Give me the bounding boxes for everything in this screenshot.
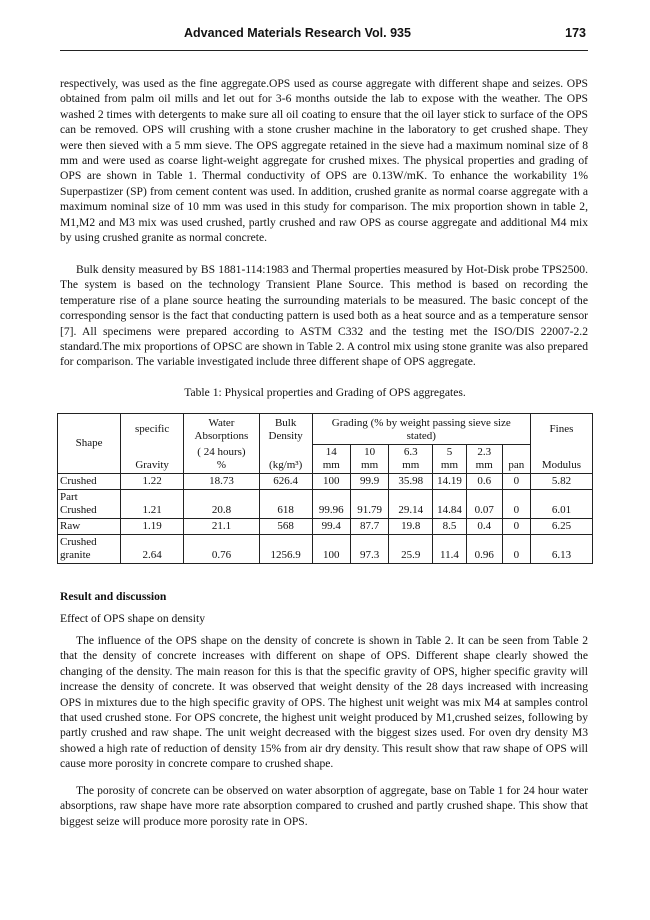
- cell: 21.1: [184, 518, 260, 534]
- page-number: 173: [565, 26, 586, 40]
- header-bulk-line1: Bulk: [274, 417, 297, 429]
- cell: 20.8: [184, 489, 260, 518]
- cell: 0: [502, 473, 530, 489]
- table-row: [58, 518, 593, 534]
- section-heading: Result and discussion: [60, 590, 167, 603]
- shape-line1: Part: [60, 490, 78, 503]
- cell: 87.7: [350, 518, 388, 534]
- paragraph-materials: respectively, was used as the fine aggregate.OPS used as course aggregate with different shape and seizes. OPS obtained from palm oil mills and let out for 3-6 months outside the lab to expose with the weather. The OPS washed 2 times with detergents to make sure all oil coating to ensure that the oil layer stick to surface of the OPS can be removed. OPS will crushing with a stone crusher machine in the laboratory to get crushed shape. They were then sieved with a 5 mm sieve. The OPS aggregate retained in the sieve had a maximum nominal size of 8 mm and were used as coarse light-weight aggregate for crushed mixes. The physical properties and grading of OPS are shown in Table 1. Thermal conductivity of OPS are 0.13W/mK. To enhance the workability 1% Superpastizer (SP) from cement content was used. In addition, crushed granite as normal coarse aggregate with a maximum nominal size of 10 mm was used in this study for comparison. The mix proportion shown in table 2, M1,M2 and M3 mix was used crushed, partly crushed and raw OPS as course aggregate and additional M4 mix by using crushed granite as normal concrete.: [60, 77, 588, 245]
- cell: 626.4: [259, 473, 312, 489]
- paragraph-porosity: The porosity of concrete can be observed on water absorption of aggregate, base on Table 1 for 24 hour water absorptions, raw shape have more rate absorption compared to crushed and partly crushed shape. This show that biggest seize will produce more porosity rate in OPS.: [60, 784, 588, 828]
- cell: 8.5: [433, 518, 467, 534]
- shape-line1: Crushed: [60, 474, 97, 487]
- cell: 14.19: [433, 473, 467, 489]
- row-shape: [58, 518, 121, 534]
- cell: 0.07: [466, 489, 502, 518]
- header-sieve: [312, 444, 350, 473]
- shape-line2: Crushed: [60, 503, 97, 516]
- cell: 0.96: [466, 534, 502, 563]
- header-grading: [312, 414, 530, 445]
- header-bulk-line2: Density: [268, 430, 303, 442]
- header-shape: Shape: [58, 414, 121, 474]
- cell: 6.01: [530, 489, 592, 518]
- cell: 6.13: [530, 534, 592, 563]
- sieve-size: 6.3: [403, 445, 418, 458]
- cell: 5.82: [530, 473, 592, 489]
- cell: 11.4: [433, 534, 467, 563]
- table-row: [58, 489, 593, 518]
- cell: 99.9: [350, 473, 388, 489]
- cell: 618: [259, 489, 312, 518]
- header-specific: specific: [121, 414, 184, 445]
- sieve-size: 5: [446, 445, 453, 458]
- cell: 25.9: [389, 534, 433, 563]
- cell: 1.21: [121, 489, 184, 518]
- paragraph-methods: Bulk density measured by BS 1881-114:1983 and Thermal properties measured by Hot-Disk probe TPS2500. The system is based on the technology Transient Plane Source. This method is based on recording the temperature rise of a plane source heating the surrounding materials to be measured. The basic concept of the corresponding sensor is the fact that conducting pattern is used both as a heat source and as a temperature sensor [7]. All specimens were prepared according to ASTM C332 and the testing met the ISO/DIS 22007-2.2 standard.The mix proportions of OPSC are shown in Table 2. A control mix using stone granite was also prepared for comparison. The variable investigated include three different shape of OPS aggregate.: [60, 263, 588, 369]
- sieve-size: 14: [325, 445, 337, 458]
- cell: 2.64: [121, 534, 184, 563]
- header-grading-line1: Grading (% by weight passing sieve size: [331, 416, 511, 429]
- cell: 0: [502, 534, 530, 563]
- header-water-line1: Water: [208, 417, 235, 429]
- cell: 35.98: [389, 473, 433, 489]
- table-caption: Table 1: Physical properties and Grading of OPS aggregates.: [184, 386, 466, 399]
- header-water-lower: [184, 444, 260, 473]
- cell: 91.79: [350, 489, 388, 518]
- row-shape: [58, 534, 121, 563]
- subsection-heading: Effect of OPS shape on density: [60, 612, 206, 625]
- header-sieve: [433, 444, 467, 473]
- header-sieve: [502, 444, 530, 473]
- cell: 29.14: [389, 489, 433, 518]
- cell: 1.22: [121, 473, 184, 489]
- cell: 19.8: [389, 518, 433, 534]
- sieve-size: 10: [364, 445, 376, 458]
- sieve-unit: pan: [508, 458, 525, 471]
- journal-title: Advanced Materials Research Vol. 935: [184, 26, 411, 40]
- header-water-line3: ( 24 hours): [197, 445, 246, 458]
- header-modulus: Modulus: [530, 444, 592, 473]
- table-row: [58, 534, 593, 563]
- cell: 0.6: [466, 473, 502, 489]
- cell: 100: [312, 534, 350, 563]
- header-grading-line2: stated): [406, 429, 436, 442]
- header-sieve: [389, 444, 433, 473]
- cell: 14.84: [433, 489, 467, 518]
- cell: 0: [502, 518, 530, 534]
- sieve-unit: mm: [440, 458, 459, 471]
- cell: 99.96: [312, 489, 350, 518]
- header-sieve: [466, 444, 502, 473]
- row-shape: [58, 489, 121, 518]
- cell: 0.76: [184, 534, 260, 563]
- cell: 0: [502, 489, 530, 518]
- header-water-line4: %: [216, 458, 227, 471]
- cell: 0.4: [466, 518, 502, 534]
- header-gravity: Gravity: [121, 444, 184, 473]
- sieve-unit: mm: [402, 458, 420, 471]
- shape-line2: granite: [60, 548, 91, 561]
- cell: 99.4: [312, 518, 350, 534]
- sieve-unit: mm: [475, 458, 493, 471]
- header-water-line2: Absorptions: [194, 430, 249, 442]
- header-water: [184, 414, 260, 445]
- paragraph-density: The influence of the OPS shape on the density of concrete is shown in Table 2. It can be seen from Table 2 that the density of concrete increases with different on shape of OPS. Different shape clearly showed the changing of the density. The main reason for this is that the specific gravity of OPS, higher specific gravity will increase the density of concrete. It was observed that weight density of the 28 days increased with increasing OPS in mixtures due to the high specific gravity of OPS. The highest unit weight was mix M4 at samples control that used crushed stone. For OPS concrete, the highest unit weight produced by M1,crushed seizes, following by partly crushed and raw shape. The unit weight decreased with the biggest sizes used. For oven dry density M3 showed a high rate of reduction of density 15% from air dry density. This result show that raw shape of OPS will cause more porosity in concrete compare to crushed shape.: [60, 634, 588, 771]
- header-fines: Fines: [530, 414, 592, 445]
- header-bulk: [259, 414, 312, 445]
- row-shape: [58, 473, 121, 489]
- cell: 568: [259, 518, 312, 534]
- header-bulk-unit: (kg/m³): [259, 444, 312, 473]
- shape-line1: Crushed: [60, 535, 97, 548]
- cell: 100: [312, 473, 350, 489]
- sieve-size: 2.3: [477, 445, 492, 458]
- shape-line1: Raw: [60, 519, 81, 532]
- table-row: [58, 473, 593, 489]
- cell: 1.19: [121, 518, 184, 534]
- running-header: [60, 18, 588, 51]
- cell: 1256.9: [259, 534, 312, 563]
- cell: 97.3: [350, 534, 388, 563]
- ops-properties-table: [57, 413, 593, 564]
- sieve-unit: mm: [361, 458, 379, 471]
- cell: 18.73: [184, 473, 260, 489]
- sieve-unit: mm: [322, 458, 340, 471]
- cell: 6.25: [530, 518, 592, 534]
- header-sieve: [350, 444, 388, 473]
